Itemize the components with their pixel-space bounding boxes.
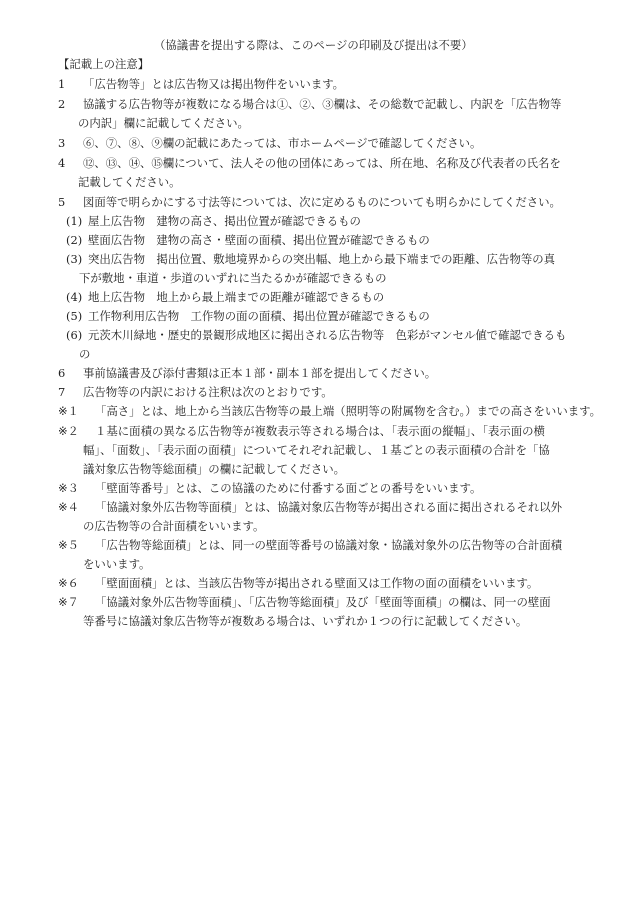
item-text: 図面等で明らかにする寸法等については、次に定めるものについても明らかにしてください。 — [83, 195, 561, 209]
item-text: 事前協議書及び添付書類は正本１部・副本１部を提出してください。 — [83, 366, 437, 380]
item-marker: 7 — [58, 385, 66, 399]
sub-item-marker: (1) — [66, 214, 83, 228]
note-marker: ※５ — [58, 538, 79, 552]
note-text: 「協議対象外広告物等面積」とは、協議対象広告物等が掲出される面に掲出されるそれ以外 — [95, 500, 563, 514]
item-marker: 5 — [58, 195, 66, 209]
note-marker: ※２ — [58, 424, 79, 438]
sub-item-marker: (5) — [66, 309, 83, 323]
sub-item-text: 屋上広告物 建物の高さ、掲出位置が確認できるもの — [88, 214, 361, 228]
sub-item-text-cont: 下が敷地・車道・歩道のいずれに当たるかが確認できるもの — [79, 271, 387, 285]
item-marker: 3 — [58, 136, 66, 150]
note-text-cont: 幅」、「面数」、「表示面の面積」についてそれぞれ記載し、１基ごとの表示面積の合計を「協 — [83, 443, 550, 457]
note-marker: ※３ — [58, 481, 79, 495]
note-marker: ※４ — [58, 500, 79, 514]
sub-item-marker: (6) — [66, 328, 83, 342]
sub-item-text: 元茨木川緑地・歴史的景観形成地区に掲出される広告物等 色彩がマンセル値で確認できるも — [88, 328, 567, 342]
sub-item-marker: (3) — [66, 252, 83, 266]
item-marker: 1 — [58, 77, 66, 91]
note-text: 「高さ」とは、地上から当該広告物等の最上端（照明等の附属物を含む。）までの高さをいいます。 — [95, 404, 601, 418]
item-marker: 2 — [58, 97, 66, 111]
item-text: ⑫、⑬、⑭、⑮欄について、法人その他の団体にあっては、所在地、名称及び代表者の氏名を — [83, 156, 561, 170]
note-marker: ※６ — [58, 576, 79, 590]
item-text-cont: 記載してください。 — [78, 175, 181, 189]
section-title: 【記載上の注意】 — [58, 57, 150, 71]
note-marker: ※１ — [58, 404, 79, 418]
note-text: 「広告物等総面積」とは、同一の壁面等番号の協議対象・協議対象外の広告物等の合計面積 — [95, 538, 563, 552]
item-text: 広告物等の内訳における注釈は次のとおりです。 — [83, 385, 333, 399]
note-text-cont: の広告物等の合計面積をいいます。 — [83, 519, 265, 533]
note-text: １基に面積の異なる広告物等が複数表示等される場合は、「表示面の縦幅」、「表示面の横 — [95, 424, 545, 438]
item-text: 「広告物等」とは広告物又は掲出物件をいいます。 — [83, 77, 345, 91]
item-text: ⑥、⑦、⑧、⑨欄の記載にあたっては、市ホームページで確認してください。 — [83, 136, 482, 150]
item-marker: 4 — [58, 156, 66, 170]
item-text: 協議する広告物等が複数になる場合は①、②、③欄は、その総数で記載し、内訳を「広告物等 — [83, 97, 562, 111]
note-text: 「協議対象外広告物等面積」、「広告物等総面積」及び「壁面等面積」の欄は、同一の壁面 — [95, 595, 551, 609]
sub-item-text: 地上広告物 地上から最上端までの距離が確認できるもの — [88, 290, 385, 304]
item-marker: 6 — [58, 366, 66, 380]
sub-item-marker: (4) — [66, 290, 83, 304]
note-marker: ※７ — [58, 595, 79, 609]
item-text-cont: の内訳」欄に記載してください。 — [78, 116, 249, 130]
note-text-cont: 議対象広告物等総面積」の欄に記載してください。 — [83, 462, 345, 476]
page-header-note: （協議書を提出する際は、このページの印刷及び提出は不要） — [154, 38, 473, 52]
note-text-cont: 等番号に協議対象広告物等が複数ある場合は、いずれか１つの行に記載してください。 — [83, 614, 528, 628]
sub-item-marker: (2) — [66, 233, 83, 247]
note-text: 「壁面面積」とは、当該広告物等が掲出される壁面又は工作物の面の面積をいいます。 — [95, 576, 539, 590]
sub-item-text: 壁面広告物 建物の高さ・壁面の面積、掲出位置が確認できるもの — [88, 233, 430, 247]
note-text-cont: をいいます。 — [83, 557, 151, 571]
sub-item-text: 工作物利用広告物 工作物の面の面積、掲出位置が確認できるもの — [88, 309, 430, 323]
sub-item-text: 突出広告物 掲出位置、敷地境界からの突出幅、地上から最下端までの距離、広告物等の真 — [88, 252, 556, 266]
sub-item-text-cont: の — [79, 347, 91, 361]
note-text: 「壁面等番号」とは、この協議のために付番する面ごとの番号をいいます。 — [95, 481, 482, 495]
